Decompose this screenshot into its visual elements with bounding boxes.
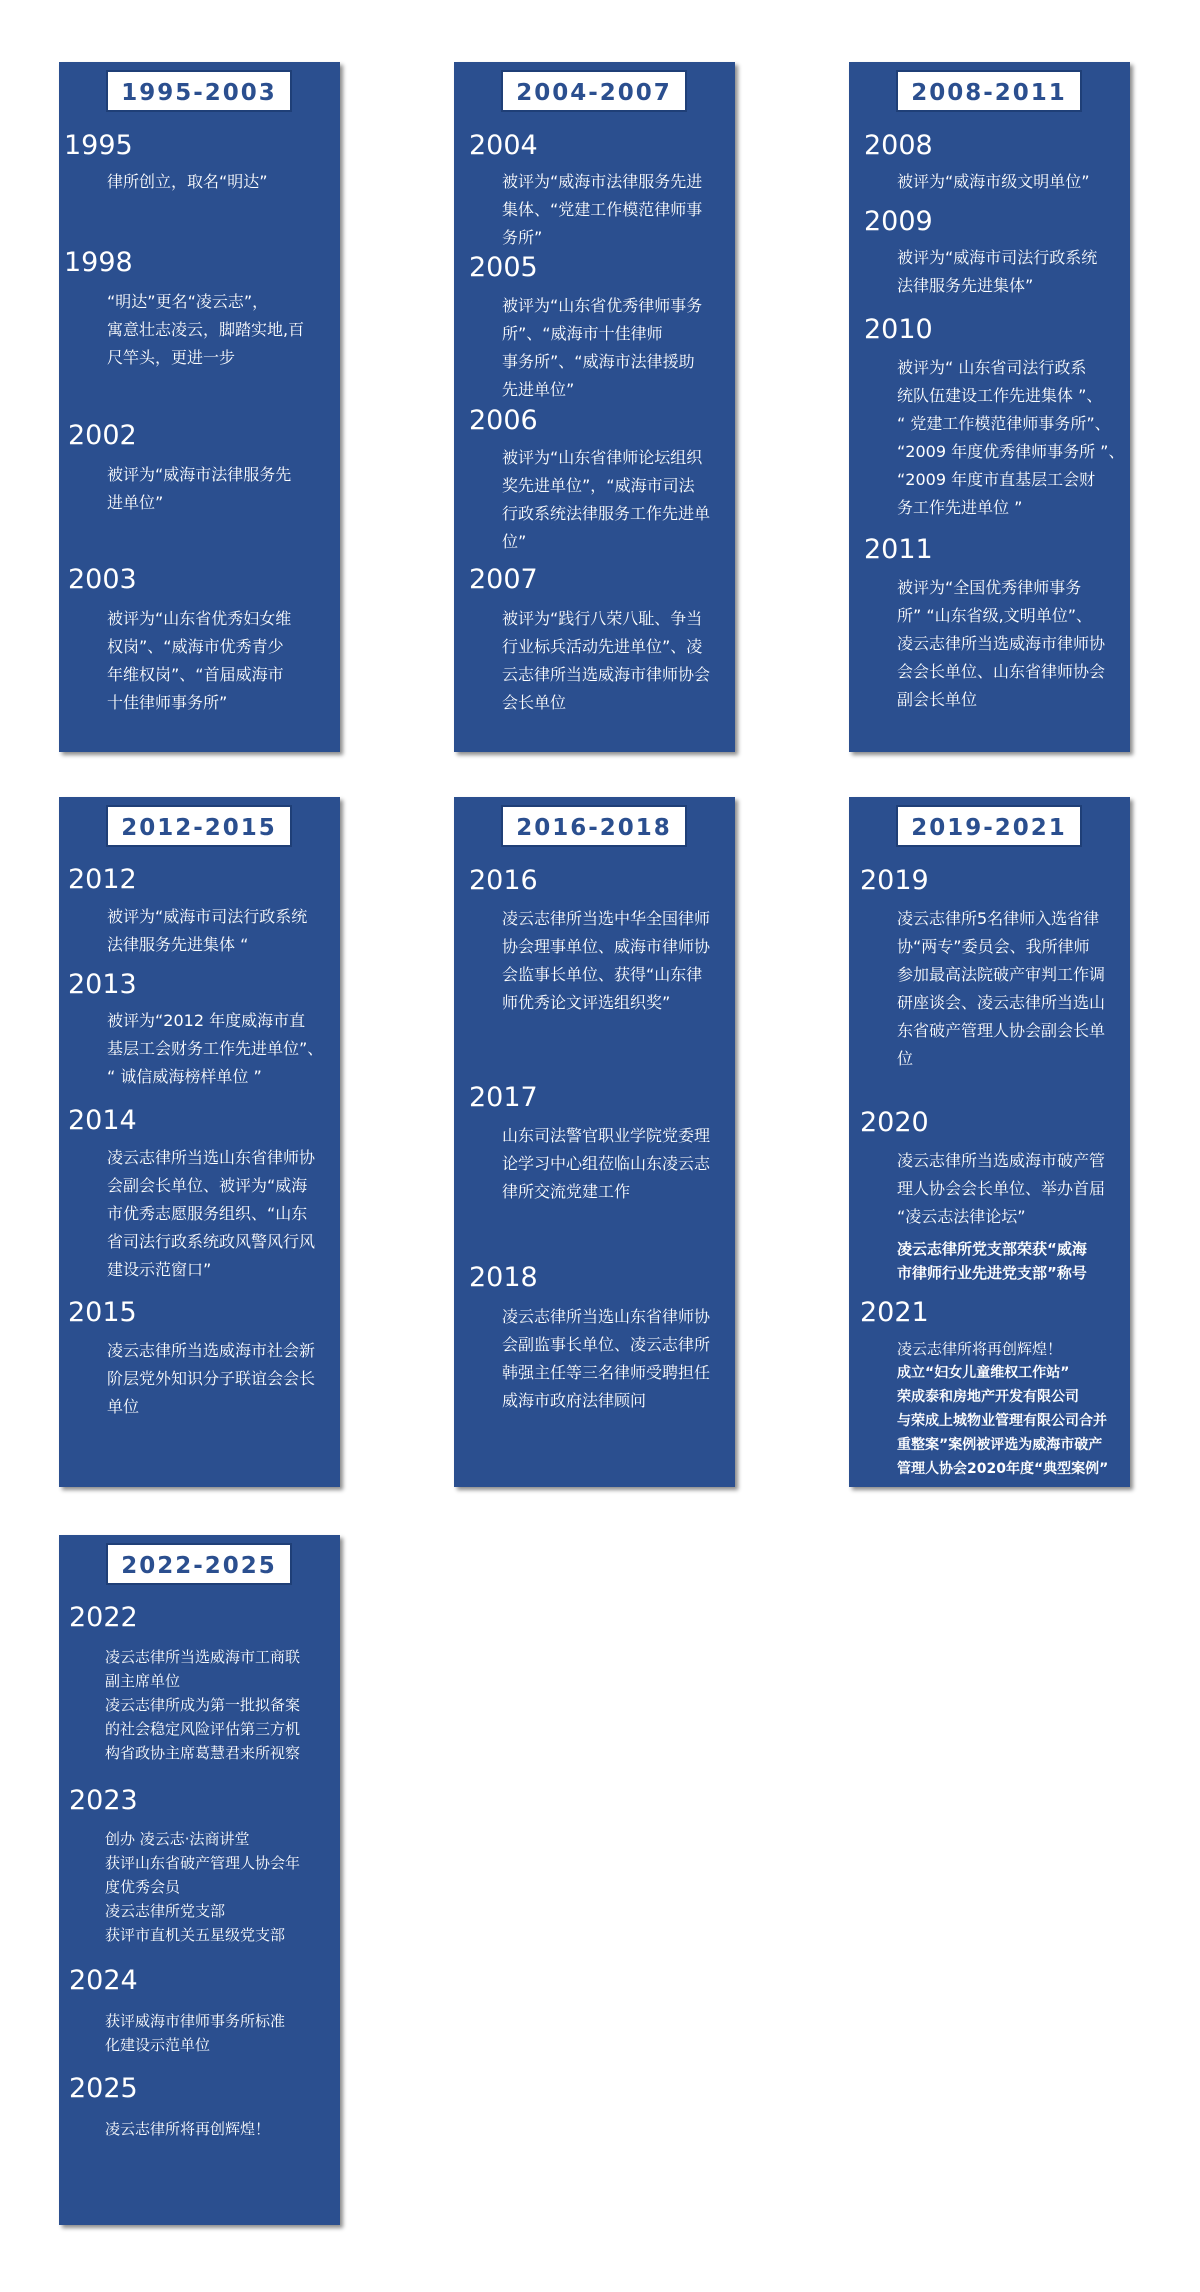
year-description: 凌云志律所当选中华全国律师 协会理事单位、威海市律师协 会监事长单位、获得“山东律 师优秀论文评选组织奖” — [502, 909, 711, 1012]
year-label: 2015 — [68, 1297, 137, 1328]
timeline-panel-2019-2021 — [849, 797, 1130, 1487]
timeline-panel-1995-2003 — [59, 62, 340, 752]
year-label: 2014 — [68, 1105, 137, 1136]
year-description: 获评威海市律师事务所标准 化建设示范单位 — [105, 2012, 286, 2054]
timeline-panel-2012-2015 — [59, 797, 340, 1487]
year-description: 被评为“山东省优秀律师事务 所”、“威海市十佳律师 事务所”、“威海市法律援助 先进单位” — [502, 296, 703, 399]
year-label: 2008 — [864, 130, 933, 161]
year-label: 1998 — [64, 247, 133, 278]
year-description: 凌云志律所当选威海市破产管 理人协会会长单位、举办首届 “凌云志法律论坛” — [897, 1151, 1106, 1226]
year-description: 律所创立，取名“明达” — [107, 172, 268, 191]
year-description: 凌云志律所当选威海市工商联 副主席单位 凌云志律所成为第一批拟备案 的社会稳定风险评估第三方机 构省政协主席葛慧君来所视察 — [105, 1648, 301, 1762]
year-label: 2005 — [469, 252, 538, 283]
year-label: 2019 — [860, 865, 929, 896]
year-description: 凌云志律所5名律师入选省律 协“两专”委员会、我所律师 参加最高法院破产审判工作调 研座谈会、凌云志律所当选山 东省破产管理人协会副会长单 位 — [897, 909, 1106, 1068]
year-description: 凌云志律所当选山东省律师协 会副会长单位、被评为“威海 市优秀志愿服务组织、“山东 省司法行政系统政风警风行风 建设示范窗口” — [107, 1148, 316, 1279]
period-heading: 2022-2025 — [106, 1543, 292, 1585]
year-label: 2009 — [864, 206, 933, 237]
year-description: 被评为“威海市法律服务先 进单位” — [107, 465, 292, 512]
year-label: 2012 — [68, 864, 137, 895]
year-description: 被评为“威海市司法行政系统 法律服务先进集体 “ — [107, 907, 308, 954]
year-description: 被评为“2012 年度威海市直 基层工会财务工作先进单位”、 “ 诚信威海榜样单位 ” — [107, 1011, 324, 1086]
period-heading: 2019-2021 — [896, 805, 1082, 847]
year-label: 2007 — [469, 564, 538, 595]
year-label: 2025 — [69, 2073, 138, 2104]
year-description: 被评为“山东省优秀妇女维 权岗”、“威海市优秀青少 年维权岗”、“首届威海市 十佳律师事务所” — [107, 609, 292, 712]
year-label: 2006 — [469, 405, 538, 436]
year-description: 凌云志律所当选威海市社会新 阶层党外知识分子联谊会会长 单位 — [107, 1341, 316, 1416]
year-label: 2017 — [469, 1082, 538, 1113]
year-label: 2010 — [864, 314, 933, 345]
timeline-panel-2004-2007 — [454, 62, 735, 752]
year-label: 2018 — [469, 1262, 538, 1293]
period-heading: 2008-2011 — [896, 70, 1082, 112]
year-label: 2002 — [68, 420, 137, 451]
year-description: 凌云志律所将再创辉煌！ — [897, 1340, 1063, 1358]
timeline-panel-2008-2011 — [849, 62, 1130, 752]
year-label: 2004 — [469, 130, 538, 161]
year-label: 2022 — [69, 1602, 138, 1633]
period-heading: 1995-2003 — [106, 70, 292, 112]
year-description: 创办 凌云志·法商讲堂 获评山东省破产管理人协会年 度优秀会员 凌云志律所党支部 获评市直机关五星级党支部 — [105, 1830, 301, 1944]
year-description: 被评为“威海市司法行政系统 法律服务先进集体” — [897, 248, 1098, 295]
year-label: 1995 — [64, 130, 133, 161]
year-label: 2023 — [69, 1785, 138, 1816]
year-description-extra: 成立“妇女儿童维权工作站” 荣成泰和房地产开发有限公司 与荣成上城物业管理有限公司合并 重整案”案例被评选为威海市破产 管理人协会2020年度“典型案例” — [897, 1365, 1109, 1477]
year-label: 2021 — [860, 1297, 929, 1328]
year-label: 2003 — [68, 564, 137, 595]
timeline-panel-2016-2018 — [454, 797, 735, 1487]
year-label: 2024 — [69, 1965, 138, 1996]
year-description: 被评为“山东省律师论坛组织 奖先进单位”，“威海市司法 行政系统法律服务工作先进单 位” — [502, 448, 711, 551]
year-description: 山东司法警官职业学院党委理 论学习中心组莅临山东凌云志 律所交流党建工作 — [502, 1126, 711, 1201]
period-heading: 2012-2015 — [106, 805, 292, 847]
year-label: 2013 — [68, 969, 137, 1000]
year-description: 被评为“践行八荣八耻、争当 行业标兵活动先进单位”、凌 云志律所当选威海市律师协会 会长单位 — [502, 609, 711, 712]
year-label: 2016 — [469, 865, 538, 896]
year-description: 凌云志律所将再创辉煌！ — [105, 2120, 271, 2138]
year-description: 凌云志律所当选山东省律师协 会副监事长单位、凌云志律所 韩强主任等三名律师受聘担任 威海市政府法律顾问 — [502, 1307, 711, 1410]
year-label: 2020 — [860, 1107, 929, 1138]
period-heading: 2016-2018 — [501, 805, 687, 847]
year-description: “明达”更名“凌云志”， 寓意壮志凌云，脚踏实地,百 尺竿头，更进一步 — [107, 292, 305, 367]
period-heading: 2004-2007 — [501, 70, 687, 112]
year-description: 被评为“全国优秀律师事务 所” “山东省级,文明单位”、 凌云志律所当选威海市律师协 会会长单位、山东省律师协会 副会长单位 — [897, 578, 1106, 709]
timeline-panel-2022-2025 — [59, 1535, 340, 2225]
year-description-extra: 凌云志律所党支部荣获“威海 市律师行业先进党支部”称号 — [897, 1240, 1087, 1282]
year-label: 2011 — [864, 534, 933, 565]
year-description: 被评为“威海市法律服务先进 集体、“党建工作模范律师事 务所” — [502, 172, 703, 247]
year-description: 被评为“ 山东省司法行政系 统队伍建设工作先进集体 ”、 “ 党建工作模范律师事务所”、 “2009 年度优秀律师事务所 ”、 “2009 年度市直基层工会财 务工作先进单位 ” — [897, 358, 1125, 517]
year-description: 被评为“威海市级文明单位” — [897, 172, 1090, 191]
